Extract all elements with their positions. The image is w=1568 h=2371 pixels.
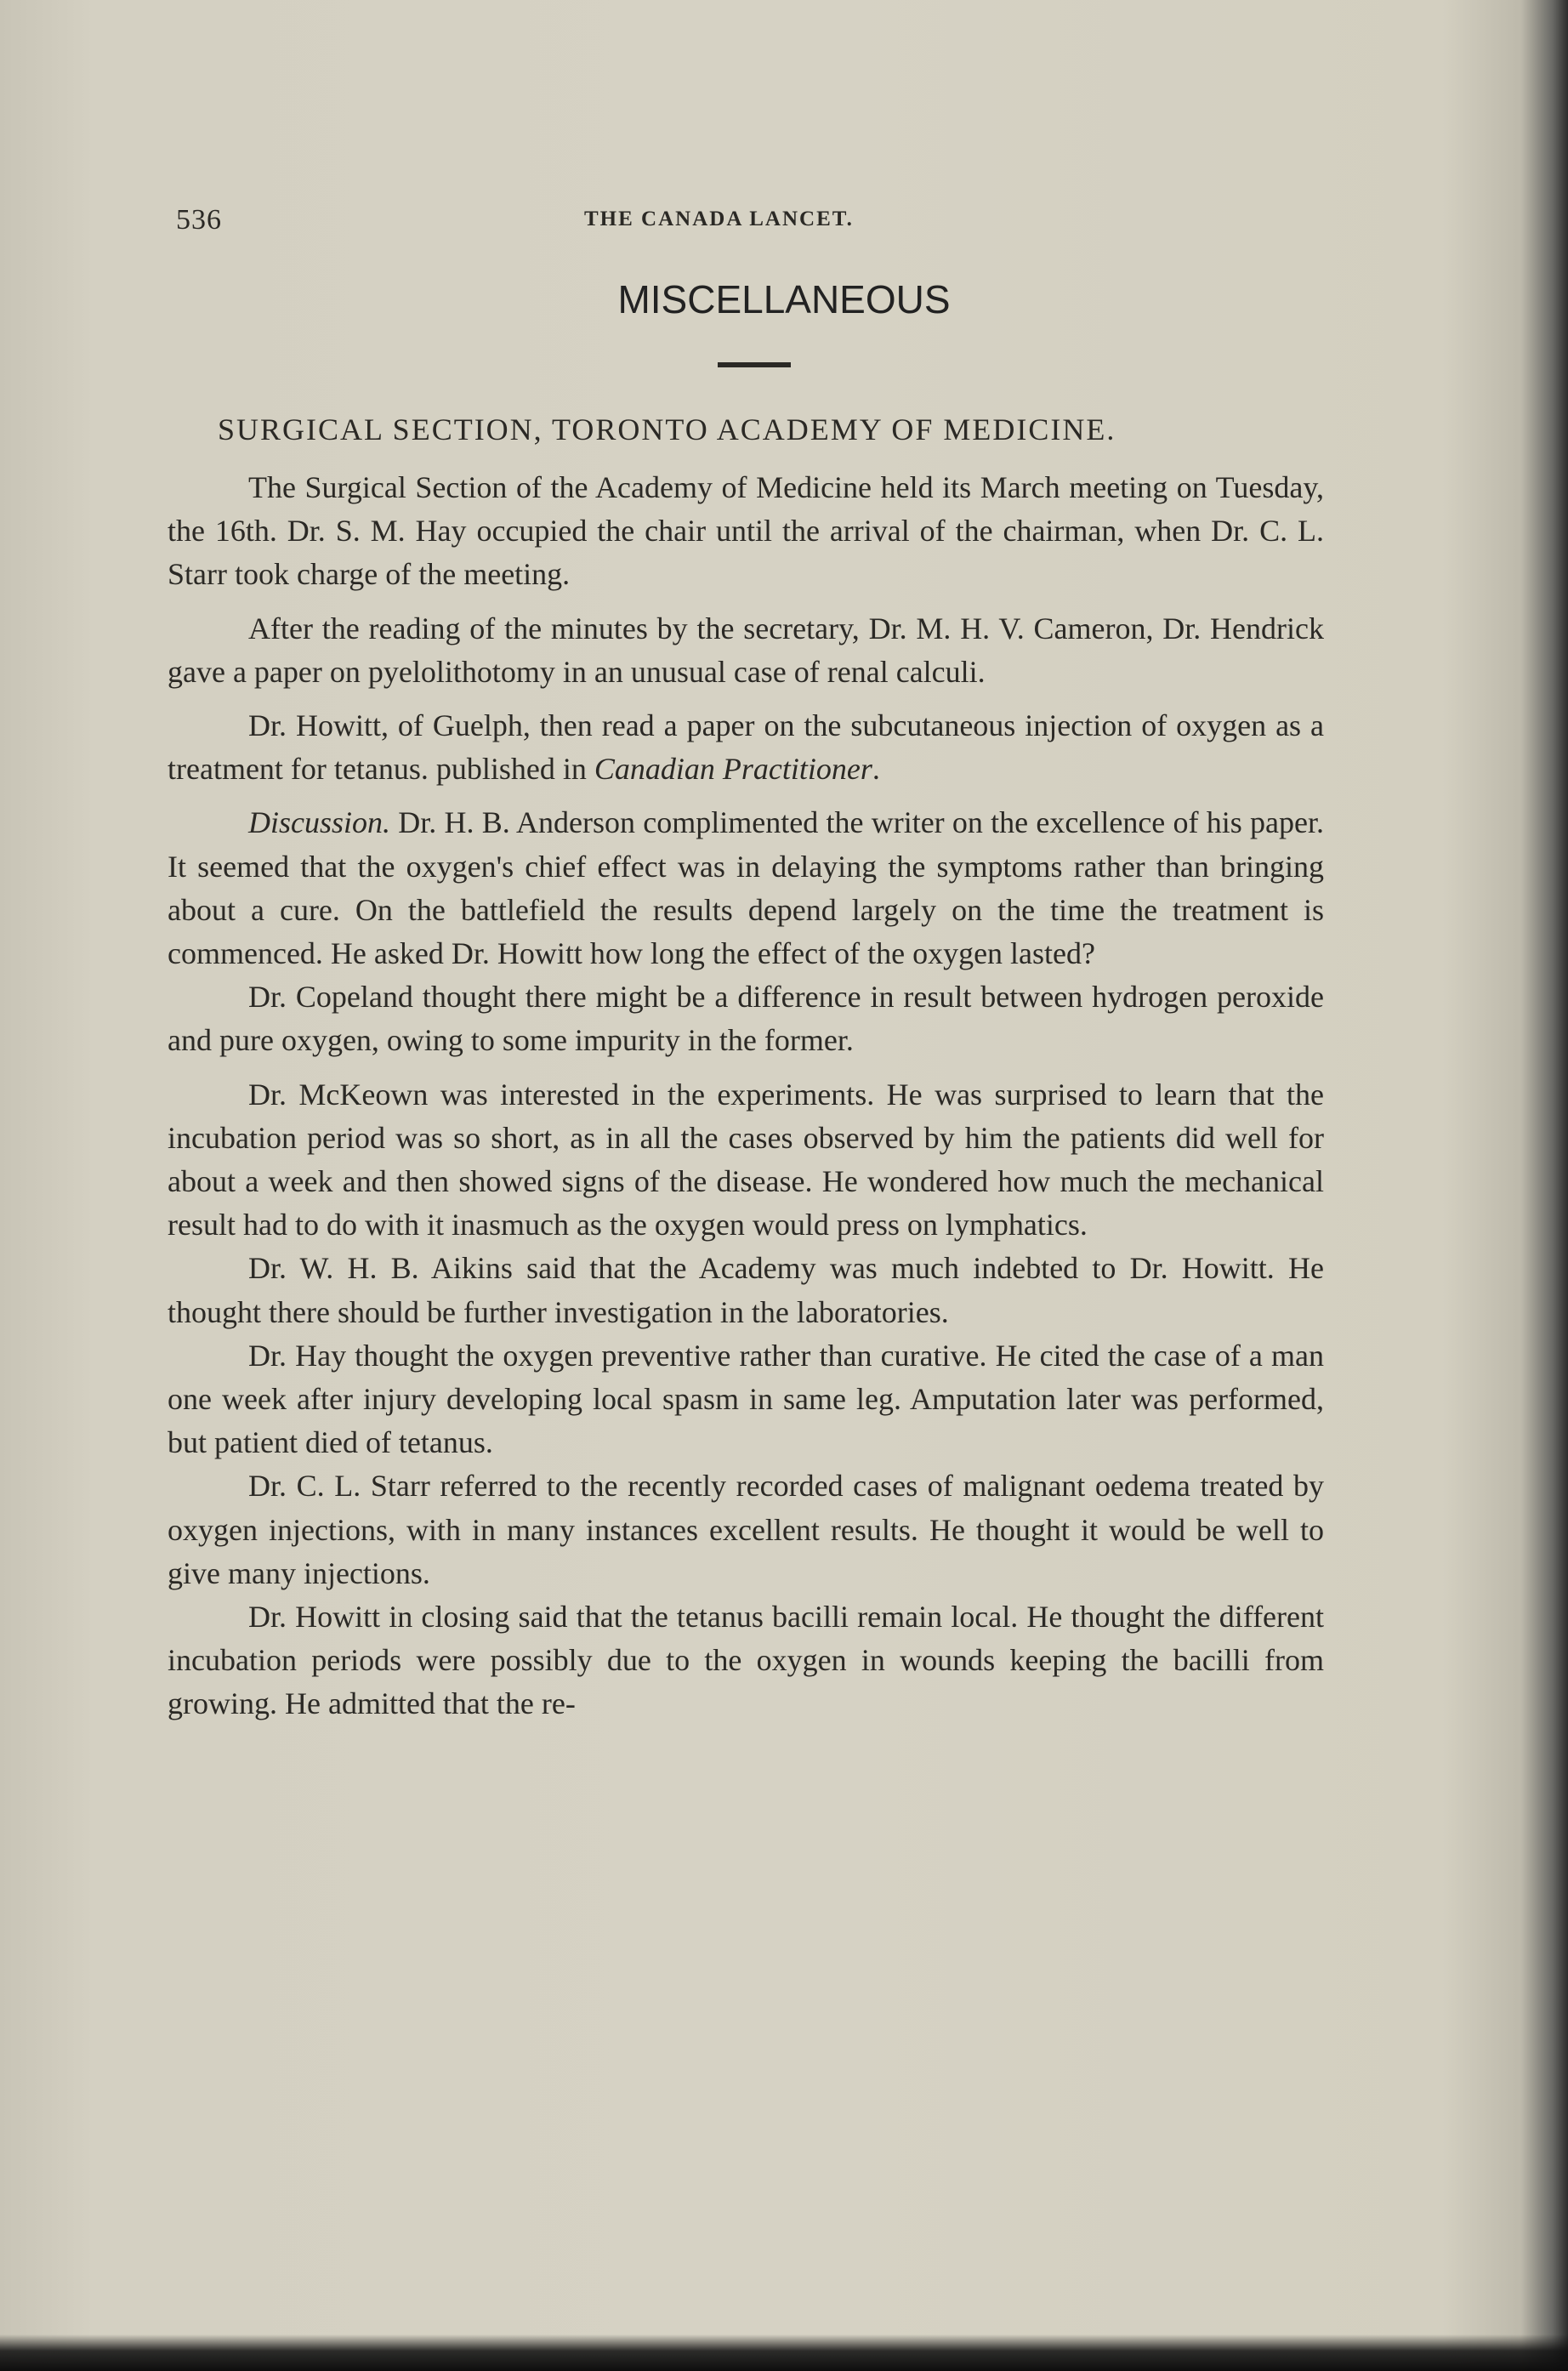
journal-name: Canadian Practitioner	[594, 752, 872, 787]
paragraph-1: The Surgical Section of the Academy of Medicine held its March meeting on Tuesday, the 16th. Dr. S. M. Hay occupied the chair until the arrival of the chairman, when Dr. C. L. Starr took charge of the meeting.	[168, 470, 1324, 592]
paragraph-7: Dr. W. H. B. Aikins said that the Academy was much indebted to Dr. Howitt. He thought there should be further investigation in the laboratories.	[168, 1251, 1324, 1329]
section-title: MISCELLANEOUS	[617, 277, 951, 321]
paragraph-2: After the reading of the minutes by the secretary, Dr. M. H. V. Cameron, Dr. Hendrick gave a paper on pyelolithotomy in an unusual case of renal calculi.	[168, 611, 1324, 689]
page-number: 536	[176, 204, 222, 236]
page-header	[176, 204, 1349, 238]
paragraph-5: Dr. Copeland thought there might be a difference in result between hydrogen peroxide and pure oxygen, owing to some impurity in the former.	[168, 980, 1324, 1058]
paragraph-10: Dr. Howitt in closing said that the tetanus bacilli remain local. He thought the different incubation periods were possibly due to the oxygen in wounds keeping the bacilli from growing. He admitted that the re-	[168, 1600, 1324, 1721]
article-title: SURGICAL SECTION, TORONTO ACADEMY OF MEDICINE.	[218, 412, 1116, 446]
discussion-label: Discussion.	[248, 805, 391, 840]
paragraph-8: Dr. Hay thought the oxygen preventive rather than curative. He cited the case of a man one week after injury developing local spasm in same leg. Amputation later was performed, but patient died of tetanus.	[168, 1338, 1324, 1460]
paragraph-3-text: Dr. Howitt, of Guelph, then read a paper on the subcutaneous injection of oxygen as a treatment for tetanus. published in	[168, 708, 1324, 787]
article-body	[168, 466, 1324, 1726]
paragraph-3-end: .	[872, 752, 880, 787]
title-rule	[718, 362, 791, 367]
paragraph-3	[168, 704, 1324, 791]
paragraph-4	[168, 801, 1324, 975]
running-head: THE CANADA LANCET.	[584, 208, 854, 230]
scan-bottom-edge	[0, 2334, 1568, 2371]
paragraph-4-text: Dr. H. B. Anderson complimented the writer on the excellence of his paper. It seemed that the oxygen's chief effect was in delaying the symptoms rather than bringing about a cure. On the battlefield the results depend largely on the time the treatment is commenced. He asked Dr. Howitt how long the effect of the oxygen lasted?	[168, 805, 1324, 971]
paragraph-9: Dr. C. L. Starr referred to the recently recorded cases of malignant oedema treated by oxygen injections, with in many instances excellent results. He thought it would be well to give many injections.	[168, 1469, 1324, 1590]
paragraph-6: Dr. McKeown was interested in the experiments. He was surprised to learn that the incubation period was so short, as in all the cases observed by him the patients did well for about a week and then showed signs of the disease. He wondered how much the mechanical result had to do with it inasmuch as the oxygen would press on lymphatics.	[168, 1077, 1324, 1242]
